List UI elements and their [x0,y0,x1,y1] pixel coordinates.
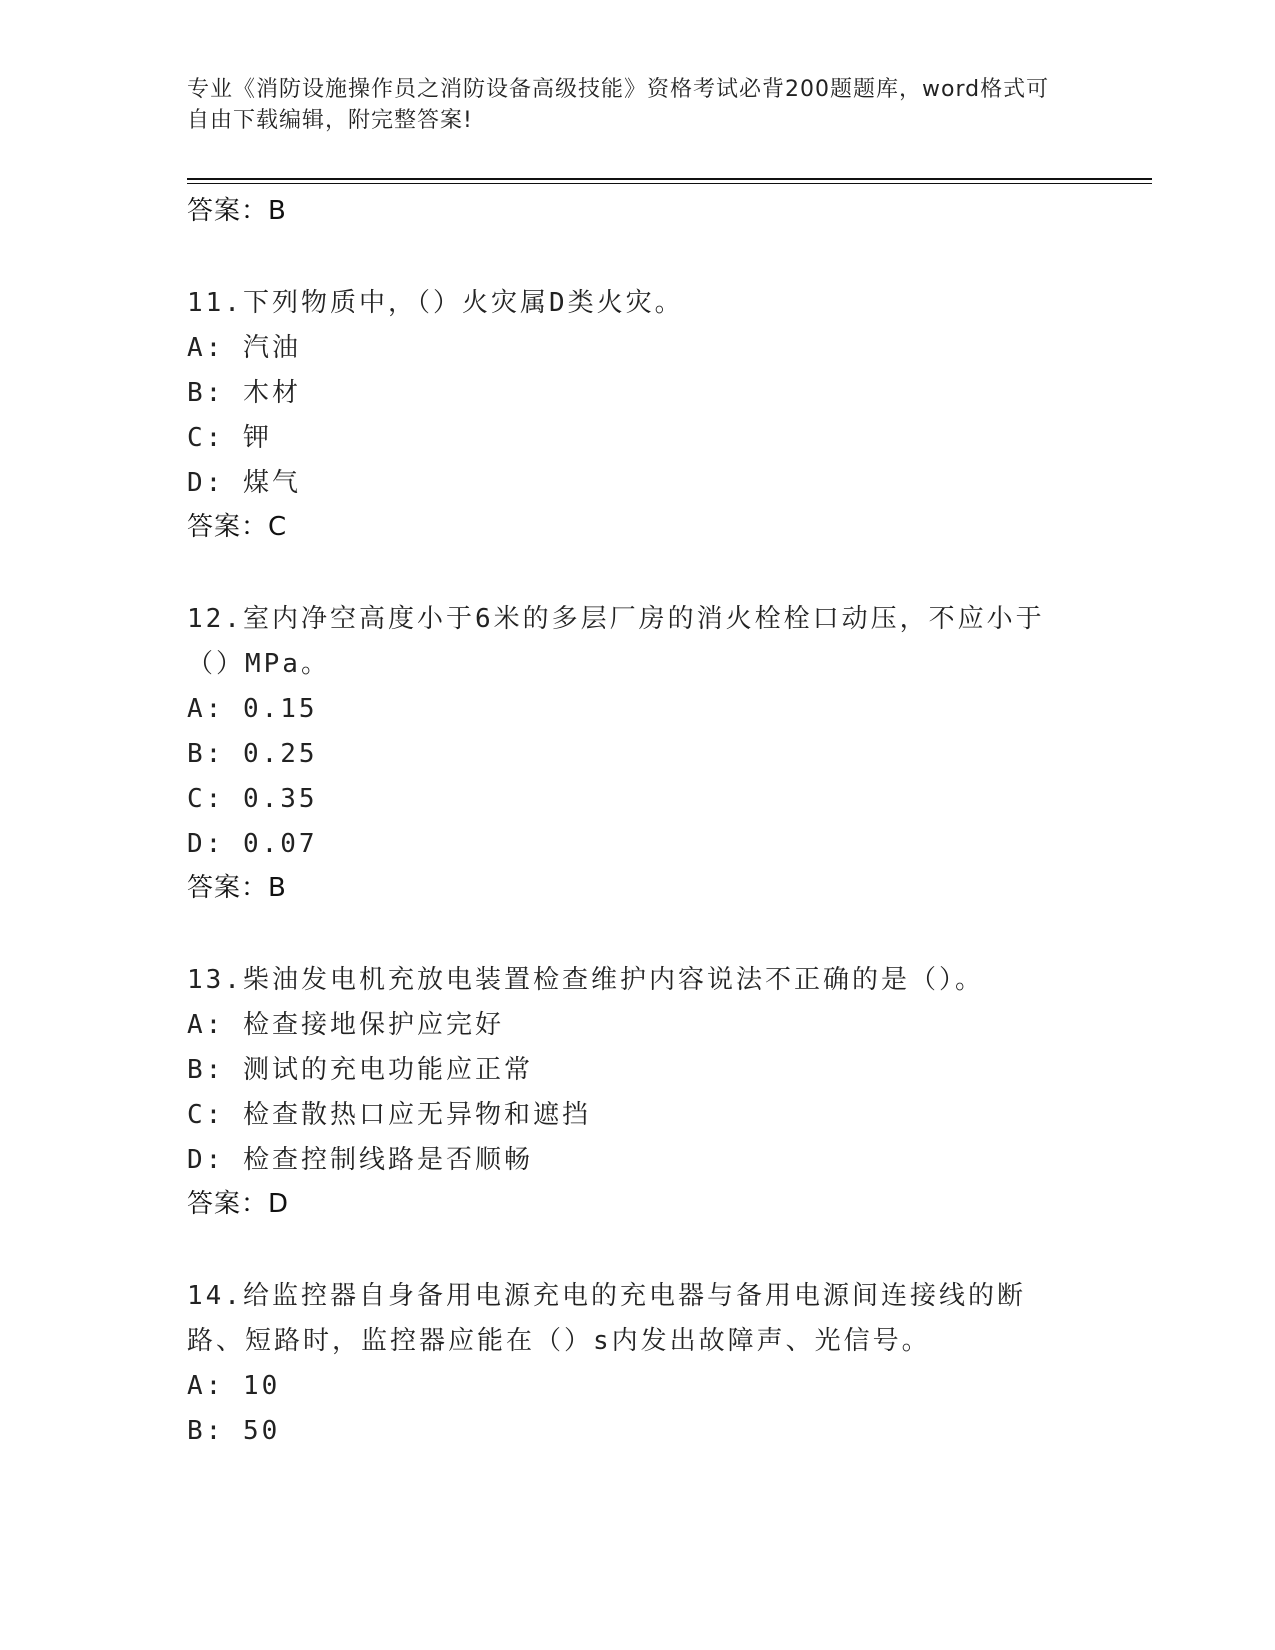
question-14 [187,1274,1087,1454]
question-11 [187,281,1087,548]
spacer [187,1225,1087,1274]
document-header: 专业《消防设施操作员之消防设备高级技能》资格考试必背200题题库，word格式可自由下载编辑，附完整答案! [187,77,1050,133]
option-c: C: 检查散热口应无异物和遮挡 [187,1100,591,1130]
option-b: B: 木材 [187,378,301,408]
option-b: B: 50 [187,1416,281,1446]
spacer [187,232,1087,281]
option-a: A: 0.15 [187,694,318,724]
answer: 答案：C [187,512,288,542]
option-b: B: 0.25 [187,739,318,769]
spacer [187,909,1087,958]
option-a: A: 汽油 [187,333,301,363]
question-13 [187,958,1087,1225]
question-stem: 11.下列物质中，（）火灾属D类火灾。 [187,288,684,318]
answer: 答案：D [187,1189,290,1219]
option-a: A: 检查接地保护应完好 [187,1010,504,1040]
spacer [187,548,1087,597]
option-a: A: 10 [187,1371,281,1401]
option-d: D: 煤气 [187,468,301,498]
question-stem: 13.柴油发电机充放电装置检查维护内容说法不正确的是（）。 [187,965,984,995]
answer: 答案：B [187,873,287,903]
question-stem: 12.室内净空高度小于6米的多层厂房的消火栓栓口动压，不应小于（）MPa。 [187,604,1045,679]
header-rule-thick [187,178,1152,180]
question-list [187,190,1087,1454]
option-d: D: 0.07 [187,829,318,859]
option-b: B: 测试的充电功能应正常 [187,1055,533,1085]
option-c: C: 0.35 [187,784,318,814]
question-12 [187,597,1087,909]
option-d: D: 检查控制线路是否顺畅 [187,1145,533,1175]
option-c: C: 钾 [187,423,272,453]
answer-q10: 答案：B [187,196,287,226]
header-rule-thin [187,183,1152,184]
question-stem: 14.给监控器自身备用电源充电的充电器与备用电源间连接线的断路、短路时，监控器应能在（）s内发出故障声、光信号。 [187,1281,1026,1356]
